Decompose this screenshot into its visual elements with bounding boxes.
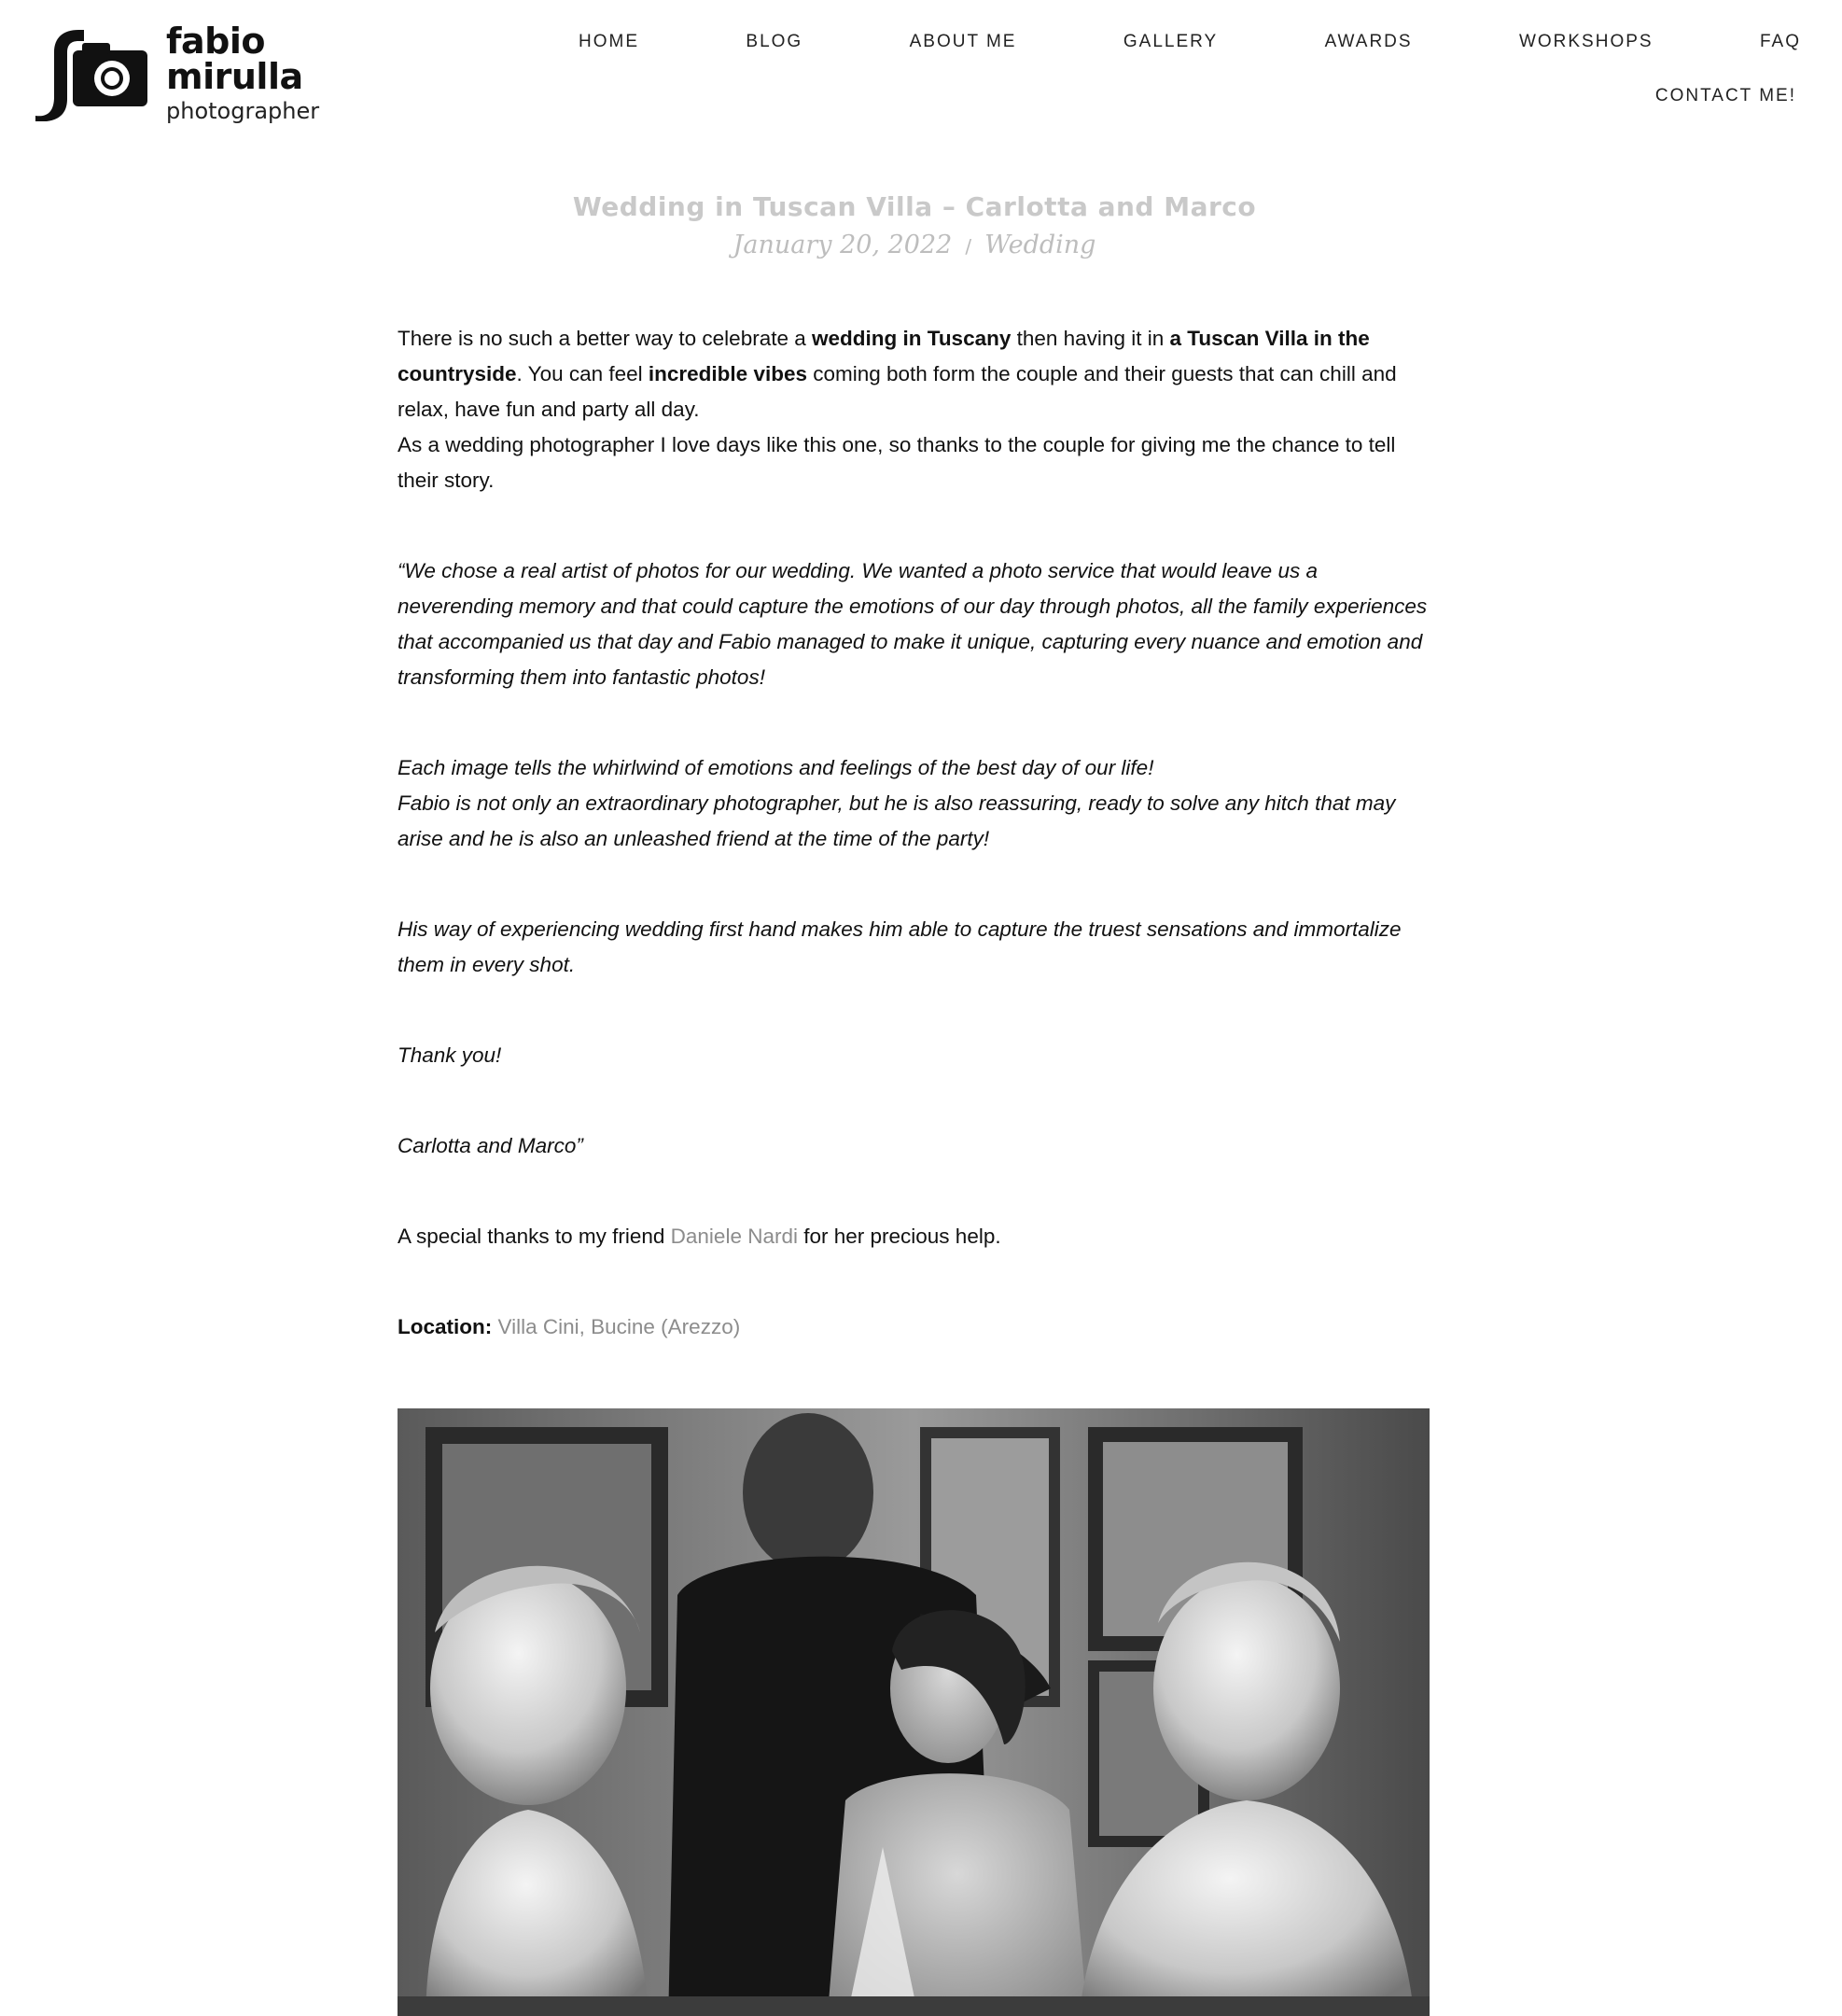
intro-text-3: . You can feel [516,362,649,385]
nav-faq[interactable]: FAQ [1759,32,1801,51]
main-nav [579,28,1801,114]
quote-paragraph-2 [398,750,1430,857]
site-logo[interactable] [28,21,411,124]
quote-paragraph-3 [398,912,1430,983]
thanks-paragraph [398,1219,1430,1254]
location-label: Location: [398,1315,493,1338]
quote-text-5: Carlotta and Marco” [398,1134,583,1157]
intro-text-1: There is no such a better way to celebrate a [398,327,812,350]
quote-paragraph-4 [398,1038,1430,1073]
quote-paragraph-5 [398,1128,1430,1164]
intro-bold-1: wedding in Tuscany [812,327,1012,350]
intro-paragraph [398,321,1430,498]
daniele-nardi-link[interactable]: Daniele Nardi [670,1225,798,1248]
intro-line-2: As a wedding photographer I love days like this one, so thanks to the couple for giving me the chance to tell their story. [398,433,1396,492]
quote-text-2b: Fabio is not only an extraordinary photographer, but he is also reassuring, ready to solve any hitch that may arise and he is also an unleashed friend at the time of the party! [398,791,1396,850]
logo-text [166,23,411,122]
post-title: Wedding in Tuscan Villa – Carlotta and Marco [572,191,1257,222]
logo-name: fabio mirulla [166,21,303,97]
quote-text-3: His way of experiencing wedding first hand makes him able to capture the truest sensations and immortalize them in every shot. [398,917,1402,976]
location-paragraph [398,1309,1430,1345]
meta-separator: / [965,235,972,258]
nav-blog[interactable]: BLOG [746,32,803,51]
intro-text-2: then having it in [1011,327,1170,350]
wedding-photo[interactable] [398,1408,1430,2016]
nav-workshops[interactable]: WORKSHOPS [1518,32,1654,51]
quote-text-1: “We chose a real artist of photos for our wedding. We wanted a photo service that would leave us a neverending memory and that could capture the emotions of our day through photos, all the family experiences that accompanied us that day and Fabio managed to make it unique, capturing every nuance and emotion and transforming them into fantastic photos! [398,559,1428,689]
thanks-text-after: for her precious help. [797,1225,1001,1248]
quote-text-2a: Each image tells the whirlwind of emotions and feelings of the best day of our life! [398,756,1154,779]
nav-home[interactable]: HOME [579,32,639,51]
nav-awards[interactable]: AWARDS [1324,32,1413,51]
nav-row-secondary [579,86,1801,114]
post-meta [0,231,1829,259]
nav-contact-me[interactable]: CONTACT ME! [1654,86,1796,105]
nav-about-me[interactable]: ABOUT ME [909,32,1017,51]
post-category-link[interactable]: Wedding [984,231,1096,259]
intro-bold-2: a Tuscan Villa in the countryside [398,327,1370,385]
location-link[interactable]: Villa Cini, Bucine (Arezzo) [497,1315,741,1338]
photo-illustration [398,1408,1430,2016]
nav-gallery[interactable]: GALLERY [1123,32,1219,51]
nav-row-primary [579,28,1801,56]
intro-bold-3: incredible vibes [648,362,807,385]
post-content [398,321,1430,1345]
intro-text-4: coming both form the couple and their guests that can chill and relax, have fun and party all day. [398,362,1397,421]
logo-subtitle: photographer [166,98,320,124]
camera-logo-icon [28,24,149,121]
thanks-text-before: A special thanks to my friend [398,1225,671,1248]
quote-paragraph-1 [398,553,1430,695]
quote-text-4: Thank you! [398,1043,502,1067]
post-date: January 20, 2022 [733,231,953,259]
